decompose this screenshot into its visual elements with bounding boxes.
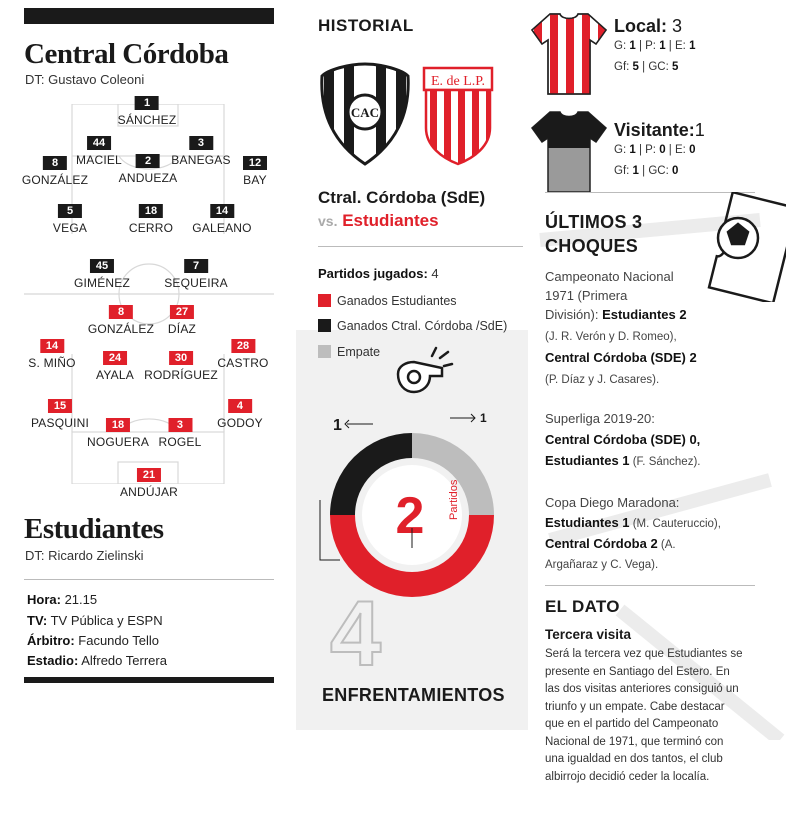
legend-draw: Empate <box>318 345 380 359</box>
visitor-title: Visitante:1 <box>614 120 705 140</box>
player-black: 8 GONZÁLEZ <box>21 157 89 187</box>
svg-text:CAC: CAC <box>350 105 380 120</box>
legend-estudiantes: Ganados Estudiantes <box>318 294 457 308</box>
local-stats-1: G: 1 | P: 1 | E: 1 <box>614 40 696 52</box>
player-black: 14 GALEANO <box>192 205 252 235</box>
info-tv: TV: TV Pública y ESPN <box>27 613 163 628</box>
top-bar-left <box>24 8 274 24</box>
player-black: 2 ANDUEZA <box>118 155 178 185</box>
ultimos-heading-1: ÚLTIMOS 3 <box>545 212 643 232</box>
info-referee: Árbitro: Facundo Tello <box>27 633 159 648</box>
visitor-shirt-icon <box>530 108 608 194</box>
team2-coach: DT: Ricardo Zielinski <box>25 548 144 563</box>
vs-label: vs. <box>318 213 338 229</box>
ultimos-heading-2: CHOQUES <box>545 236 639 256</box>
team2-name: Estudiantes <box>24 513 164 545</box>
bottom-bar-left <box>24 677 274 683</box>
central-cordoba-crest-icon <box>318 62 412 166</box>
ticket-ball-icon <box>690 192 786 302</box>
player-red: 14 S. MIÑO <box>28 340 76 370</box>
whistle-icon <box>392 344 456 400</box>
donut-left-value: 1 <box>333 417 342 434</box>
local-shirt-icon <box>530 10 608 96</box>
match3-line2: Estudiantes 1 (M. Cauteruccio), <box>545 515 721 530</box>
team-b-name: Estudiantes <box>342 211 439 230</box>
svg-text:E. de L.P.: E. de L.P. <box>430 74 486 89</box>
dato-subheading: Tercera visita <box>545 627 632 642</box>
player-red: 21 ANDÚJAR <box>119 469 179 499</box>
legend-central: Ganados Ctral. Córdoba /SdE) <box>318 319 507 333</box>
match2-line1: Superliga 2019-20: <box>545 411 655 426</box>
dato-heading: EL DATO <box>545 597 620 616</box>
player-black: 44 MACIEL <box>76 137 122 167</box>
big-number: 4 <box>330 583 382 685</box>
player-black: 45 GIMÉNEZ <box>73 260 131 290</box>
player-red: 3 ROGEL <box>158 419 202 449</box>
player-red: 24 AYALA <box>96 352 134 382</box>
legend-swatch-red <box>318 294 331 307</box>
player-red: 15 PASQUINI <box>30 400 90 430</box>
match1-line5: Central Córdoba (SDE) 2 <box>545 350 697 365</box>
legend-swatch-gray <box>318 345 331 358</box>
match1-line1: Campeonato Nacional <box>545 269 674 284</box>
player-black: 12 BAY <box>243 157 267 187</box>
big-label: ENFRENTAMIENTOS <box>322 685 505 705</box>
match2-line2: Central Córdoba (SDE) 0, <box>545 432 701 447</box>
right-divider-2 <box>545 585 755 586</box>
visitor-stats-2: Gf: 1 | GC: 0 <box>614 165 679 177</box>
match2-line3: Estudiantes 1 (F. Sánchez). <box>545 453 701 468</box>
match1-line3: División): Estudiantes 2 <box>545 307 687 322</box>
team-a-name: Ctral. Córdoba (SdE) <box>318 188 486 207</box>
info-time: Hora: 21.15 <box>27 592 98 607</box>
local-title: Local: 3 <box>614 16 683 36</box>
player-red: 30 RODRÍGUEZ <box>144 352 218 382</box>
versus-line <box>318 211 439 231</box>
donut-center-label: Partidos <box>448 479 460 520</box>
donut-center-value: 2 <box>395 487 425 545</box>
player-red: 18 NOGUERA <box>86 419 150 449</box>
player-red: 4 GODOY <box>217 400 263 430</box>
historial-heading: HISTORIAL <box>318 16 414 35</box>
player-black: 18 CERRO <box>128 205 174 235</box>
match3-line1: Copa Diego Maradona: <box>545 495 680 510</box>
info-divider <box>24 579 274 580</box>
team1-coach: DT: Gustavo Coleoni <box>25 72 145 87</box>
info-stadium: Estadio: Alfredo Terrera <box>27 653 167 668</box>
match1-line6: (P. Díaz y J. Casares). <box>545 374 660 386</box>
player-red: 27 DÍAZ <box>167 306 197 336</box>
match3-line3: Central Córdoba 2 (A. <box>545 536 676 551</box>
player-black: 7 SEQUEIRA <box>164 260 228 290</box>
dato-body: Será la tercera vez que Estudiantes se presente en Santiago del Estero. En las dos visitas anteriores consiguió un triunfo y un empate. Cabe destacar que en el partido del Campeonato Nacional de 1971, que terminó con una igualdad en dos tantos, el club albirrojo decidió ceder la localía. <box>545 648 743 783</box>
legend-swatch-black <box>318 319 331 332</box>
donut-right-value: 1 <box>480 411 487 425</box>
player-black: 3 BANEGAS <box>171 137 231 167</box>
middle-divider <box>318 246 523 247</box>
player-black: 1 SÁNCHEZ <box>117 97 177 127</box>
team1-name: Central Córdoba <box>24 38 229 70</box>
match1-line2: 1971 (Primera <box>545 288 628 303</box>
estudiantes-crest-icon <box>422 66 494 166</box>
match1-line4: (J. R. Verón y D. Romeo), <box>545 331 677 343</box>
player-black: 5 VEGA <box>52 205 88 235</box>
player-red: 8 GONZÁLEZ <box>87 306 155 336</box>
player-red: 28 CASTRO <box>217 340 269 370</box>
local-stats-2: Gf: 5 | GC: 5 <box>614 61 679 73</box>
played-count: Partidos jugados: 4 <box>318 266 439 281</box>
match3-line4: Argañaraz y C. Vega). <box>545 559 659 571</box>
donut-chart <box>305 400 520 600</box>
visitor-stats-1: G: 1 | P: 0 | E: 0 <box>614 144 696 156</box>
